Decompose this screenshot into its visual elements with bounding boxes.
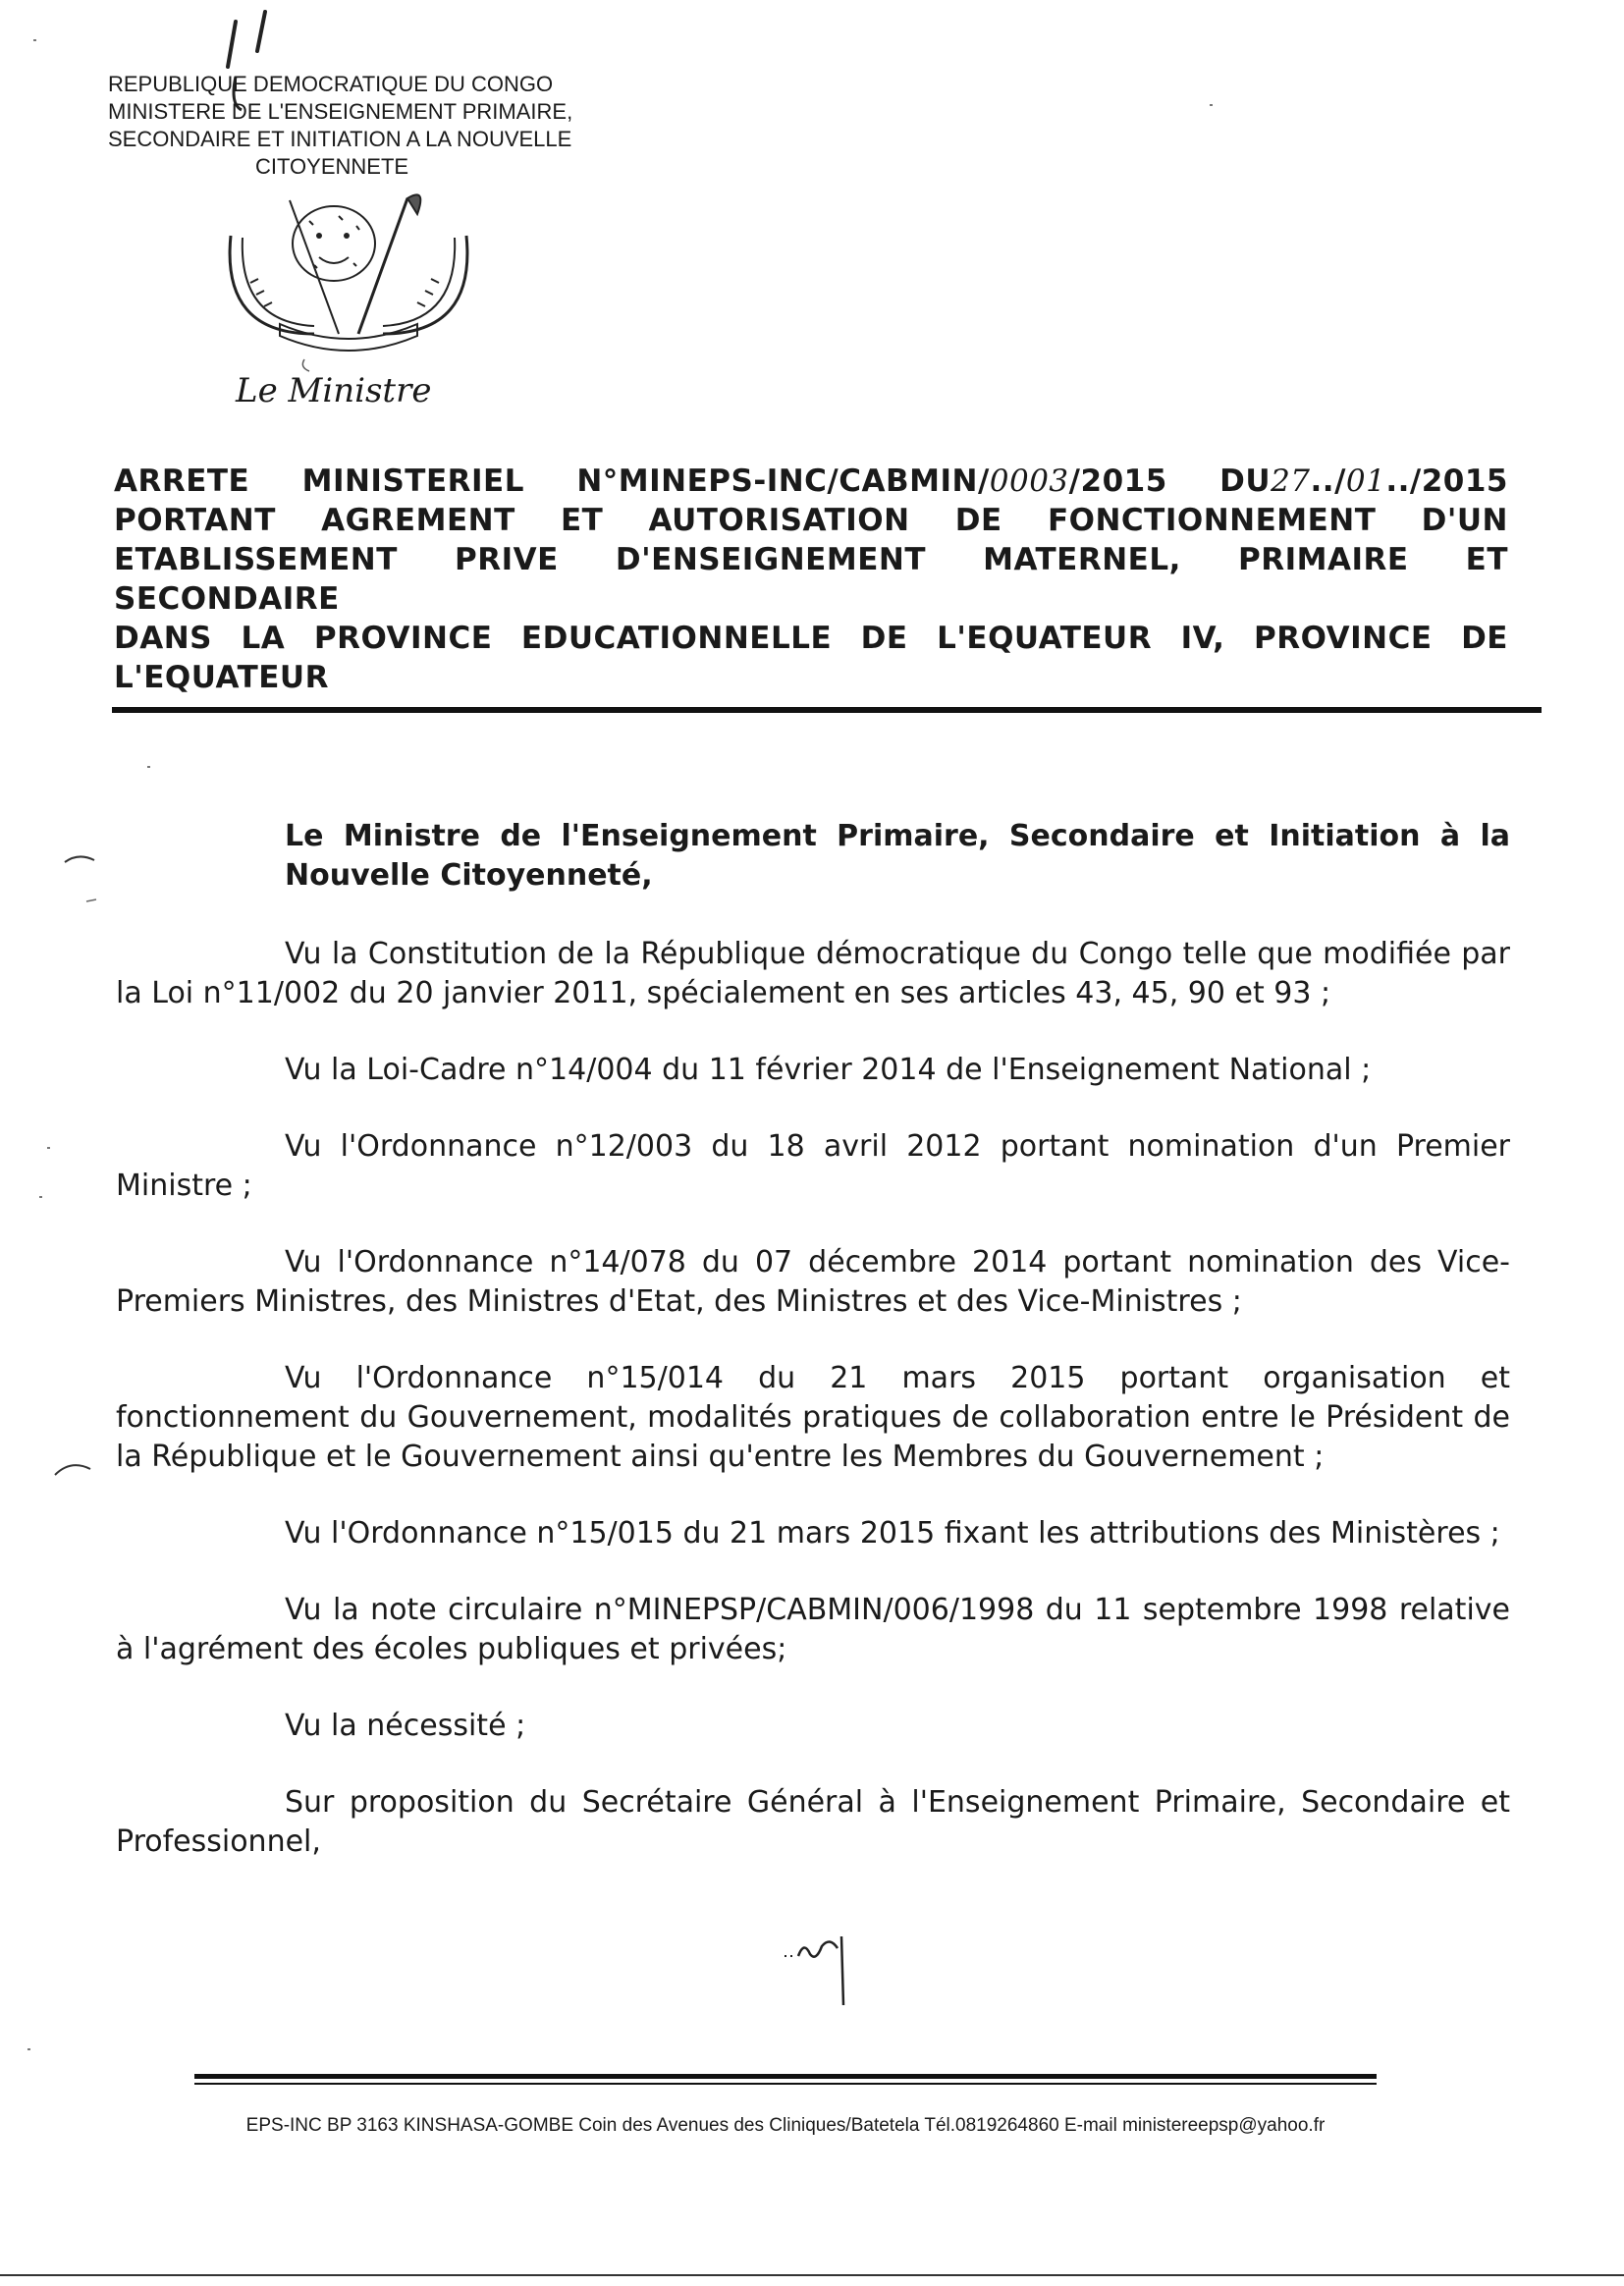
minister-lead: Le Ministre de l'Enseignement Primaire, Secondaire et Initiation à la Nouvelle Citoyenneté, [285,819,1510,893]
date-year: ../2015 [1385,463,1508,499]
scan-speck [39,1196,42,1198]
title-divider [112,707,1542,713]
preamble-paragraph: Vu la Constitution de la République démocratique du Congo telle que modifiée par la Loi n°11/002 du 20 janvier 2011, spécialement en ses articles 43, 45, 90 et 93 ; [116,937,1510,1010]
preamble-paragraph: Vu l'Ordonnance n°15/014 du 21 mars 2015 portant organisation et fonctionnement du Gouvernement, modalités pratiques de collaboration entre le Président de la République et le Gouvernement ainsi qu'entre les Membres du Gouvernement ; [116,1361,1510,1474]
scan-speck [33,39,36,41]
header-line: REPUBLIQUE DEMOCRATIQUE DU CONGO [108,72,554,96]
scan-speck [147,766,150,768]
preamble-paragraph: Sur proposition du Secrétaire Général à l'Enseignement Primaire, Secondaire et Professionnel, [116,1785,1510,1859]
handwritten-decree-number: 0003 [989,463,1069,499]
decree-year: /2015 DU [1068,463,1272,499]
margin-mark [59,843,108,911]
footer-divider-thin [194,2083,1377,2085]
title-line-3: ETABLISSEMENT PRIVE D'ENSEIGNEMENT MATERNEL, PRIMAIRE ET SECONDAIRE [114,542,1508,617]
decree-title [114,462,1508,697]
signature-title: Le Ministre [236,371,432,410]
ministry-header [108,71,658,181]
title-line-2: PORTANT AGREMENT ET AUTORISATION DE FONCTIONNEMENT D'UN [114,503,1508,538]
preamble-paragraph: Vu l'Ordonnance n°14/078 du 07 décembre 2014 portant nomination des Vice-Premiers Ministres, des Ministres d'Etat, des Ministres et des Vice-Ministres ; [116,1245,1510,1319]
preamble-paragraph: Vu l'Ordonnance n°12/003 du 18 avril 2012 portant nomination d'un Premier Ministre ; [116,1129,1510,1203]
decree-body [116,817,1510,1899]
handwritten-day: 27 [1271,463,1311,499]
scan-speck [27,2048,30,2050]
page-bottom-border [0,2274,1624,2276]
handwritten-month: 01 [1345,463,1386,499]
preamble-paragraph: Vu l'Ordonnance n°15/015 du 21 mars 2015 fixant les attributions des Ministères ; [285,1516,1500,1551]
handwritten-initials [781,1927,859,2015]
preamble-paragraph: Vu la nécessité ; [285,1709,526,1743]
footer-divider [194,2074,1377,2079]
title-line-1 [114,462,1508,501]
preamble-paragraph: Vu la note circulaire n°MINEPSP/CABMIN/006/1998 du 11 septembre 1998 relative à l'agrément des écoles publiques et privées; [116,1593,1510,1666]
header-line: SECONDAIRE ET INITIATION A LA NOUVELLE [108,127,572,151]
margin-mark [51,1453,100,1483]
coat-of-arms-emblem [221,187,476,373]
title-line-5: L'EQUATEUR [114,660,329,695]
title-line-4: DANS LA PROVINCE EDUCATIONNELLE DE L'EQUATEUR IV, PROVINCE DE [114,621,1508,656]
decree-number-prefix: ARRETE MINISTERIEL N°MINEPS-INC/CABMIN/ [114,463,990,499]
header-line: CITOYENNETE [255,154,409,179]
date-separator: ../ [1310,463,1346,499]
scan-speck [47,1147,50,1149]
preamble-paragraph: Vu la Loi-Cadre n°14/004 du 11 février 2014 de l'Enseignement National ; [285,1053,1372,1087]
scan-speck [1210,104,1213,106]
footer-contact: EPS-INC BP 3163 KINSHASA-GOMBE Coin des Avenues des Cliniques/Batetela Tél.0819264860 E-mail ministereepsp@yahoo.fr [245,2115,1326,2136]
header-line: MINISTERE DE L'ENSEIGNEMENT PRIMAIRE, [108,99,573,124]
